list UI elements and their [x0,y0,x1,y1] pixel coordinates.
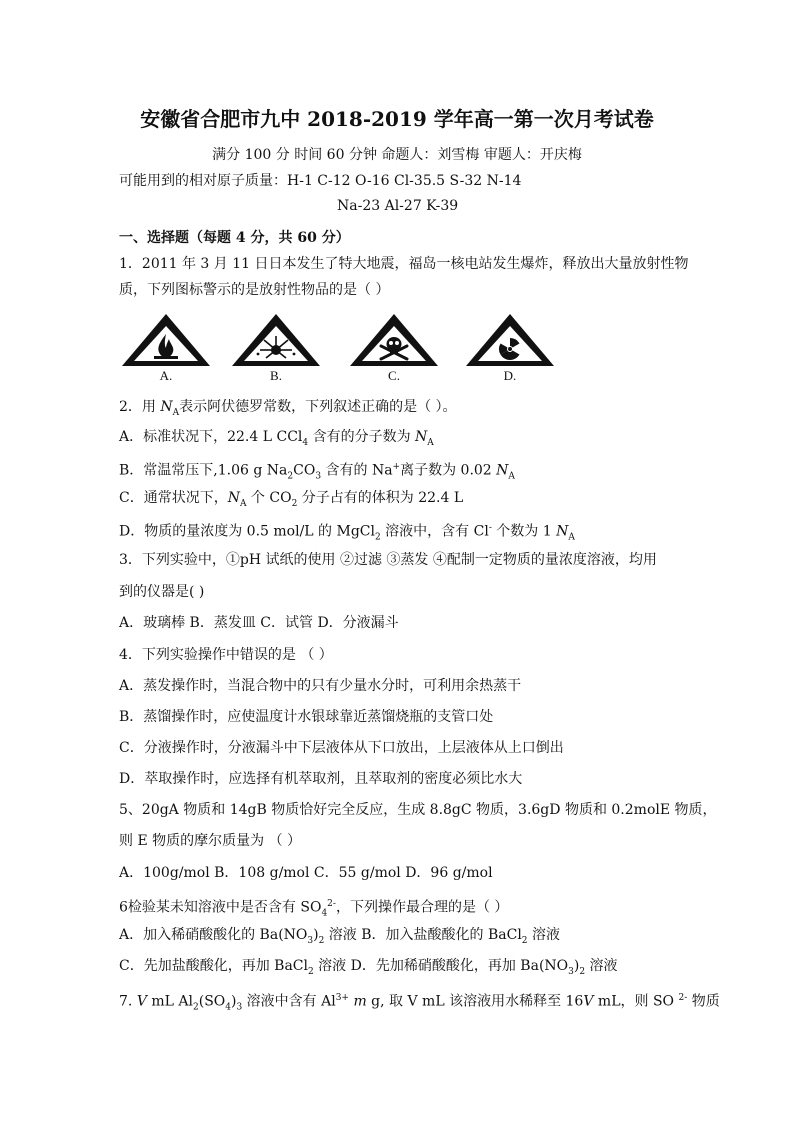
question-1-line-2: 质，下列图标警示的是放射性物品的是（ ） [119,282,390,298]
question-5-options: A．100g/mol B．108 g/mol C．55 g/mol D．96 g/mol [119,865,493,881]
section-heading: 一、选择题（每题 4 分，共 60 分） [119,230,350,246]
option-b-letter: B. [270,368,282,383]
question-4-option-b: B．蒸馏操作时，应使温度计水银球靠近蒸馏烧瓶的支管口处 [119,709,494,725]
flammable-icon [120,312,212,368]
question-2-option-b: B．常温常压下,1.06 g $Na_2CO_3$ 含有的 Na+离子数为 0.02 $N_A$ [119,462,515,482]
question-5-line-1: 5、20gA 物质和 14gB 物质恰好完全反应，生成 8.8gC 物质，3.6gD 物质和 0.2molE 物质， [119,802,717,818]
question-2-stem: 2．用 $N_A$表示阿伏德罗常数，下列叙述正确的是（ ）。 [119,399,457,418]
atomic-masses-line-2: Na-23 Al-27 K-39 [337,198,459,214]
question-3-options: A．玻璃棒 B．蒸发皿 C．试管 D．分液漏斗 [119,615,399,631]
question-6-stem: 6检验某未知溶液中是否含有 $SO_4^{2-}$，下列操作最合理的是（ ） [119,899,509,919]
option-b-sign [230,312,322,390]
question-6-options-cd: C．先加盐酸酸化，再加 BaCl$_2$ 溶液 D．先加稀硝酸酸化，再加 $Ba(NO_3)_2$ 溶液 [119,958,618,977]
question-2-option-d: D．物质的量浓度为 0.5 mol/L 的 MgCl$_2$ 溶液中，含有 Cl- 个数为 1 $N_A$ [119,523,575,543]
question-4-option-c: C．分液操作时，分液漏斗中下层液体从下口放出，上层液体从上口倒出 [119,740,564,756]
option-d-letter: D. [503,368,517,383]
question-4-option-a: A．蒸发操作时，当混合物中的只有少量水分时，可利用余热蒸干 [119,678,522,694]
radioactive-icon [464,312,556,368]
question-4-stem: 4．下列实验操作中错误的是 （ ） [119,647,333,663]
atomic-masses-line-1: 可能用到的相对原子质量：H-1 C-12 O-16 Cl-35.5 S-32 N-14 [119,173,522,189]
question-6-options-ab: A．加入稀硝酸酸化的 $Ba(NO_3)_2$ 溶液 B．加入盐酸酸化的 BaCl$_2$ 溶液 [119,927,560,946]
page-title: 安徽省合肥市九中 2018-2019 学年高一第一次月考试卷 [140,107,654,131]
question-3-line-2: 到的仪器是( ) [119,584,205,600]
option-d-sign [464,312,556,390]
question-5-line-2: 则 E 物质的摩尔质量为 （ ） [119,833,302,849]
question-1-line-1: 1．2011 年 3 月 11 日日本发生了特大地震，福岛一核电站发生爆炸，释放出大量放射性物 [119,256,689,272]
option-c-letter: C. [388,368,400,383]
toxic-icon [348,312,440,368]
question-3-line-1: 3．下列实验中，①pH 试纸的使用 ②过滤 ③蒸发 ④配制一定物质的量浓度溶液，均用 [119,552,657,568]
question-2-option-c: C．通常状况下，$N_A$ 个 $CO_2$ 分子占有的体积为 22.4 L [119,490,464,509]
question-2-option-a: A．标准状况下，22.4 L CCl$_4$ 含有的分子数为 $N_A$ [119,429,434,448]
question-7-stem: 7. V mL $Al_2(SO_4)_3$ 溶液中含有 $Al^{3+}$ m g, 取 V mL 该溶液用水稀释至 16V mL，则 SO $^{2-}$ 物质 [119,993,720,1013]
option-c-sign [348,312,440,390]
option-a-sign [120,312,212,390]
option-a-letter: A. [159,368,173,383]
explosive-icon [230,312,322,368]
question-4-option-d: D．萃取操作时，应选择有机萃取剂，且萃取剂的密度必须比水大 [119,771,523,787]
exam-meta: 满分 100 分 时间 60 分钟 命题人：刘雪梅 审题人：开庆梅 [212,147,582,163]
warning-signs [120,312,560,390]
